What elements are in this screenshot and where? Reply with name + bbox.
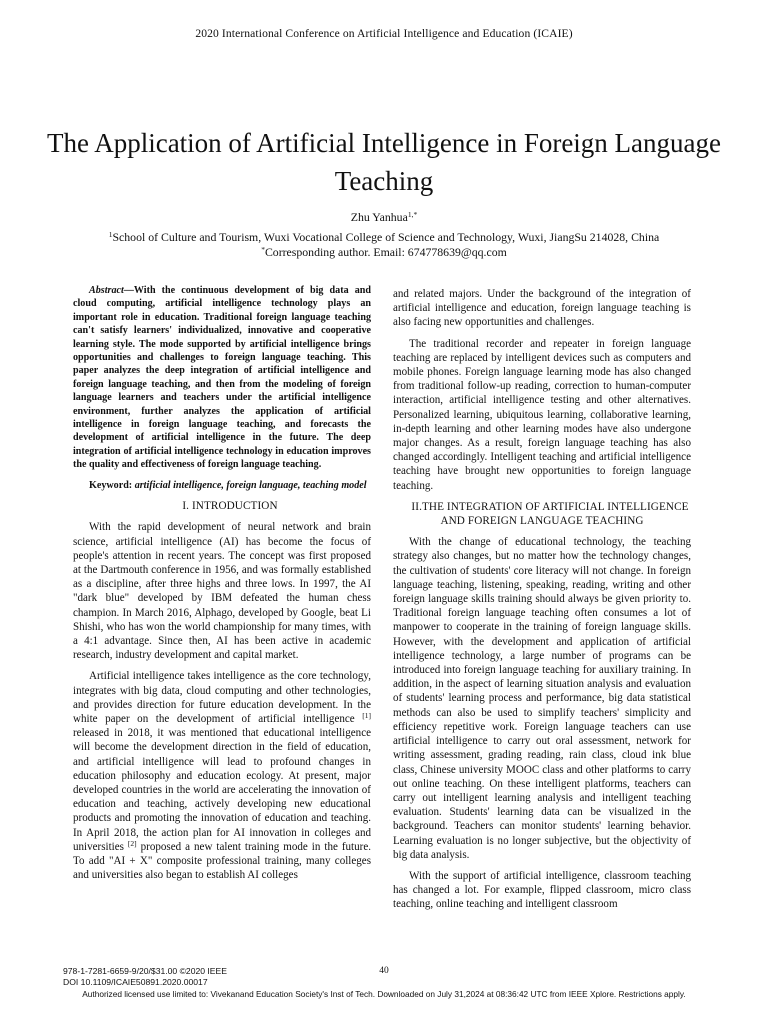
footer-doi: DOI 10.1109/ICAIE50891.2020.00017 [63, 976, 208, 987]
abstract [73, 284, 371, 472]
keywords [73, 479, 371, 492]
license-notice: Authorized licensed use limited to: Vivekanand Education Society's Inst of Tech. Downloaded on July 31,2024 at 08:36:42 UTC from IEEE Xplore. Restrictions apply. [82, 989, 686, 999]
abstract-label: Abstract [89, 285, 124, 296]
keywords-label: Keyword: [89, 479, 133, 491]
intro-paragraph-2-part-c: proposed a new talent training mode in the future. To add "AI + X" composite professional training, many colleges and universities also began to establish AI colleges [73, 840, 371, 882]
affiliation-block [0, 230, 768, 259]
right-paragraph-2: The traditional recorder and repeater in foreign language teaching are replaced by intelligent devices such as computers and mobile phones. Foreign language learning mode has also changed from traditional follow-up reading, correction to human-computer interaction, artificial intelligence testing and other alternatives. Personalized learning, ubiquitous learning, collaborative learning, in-depth learning and other learning modes have also undergone major changes. As a result, foreign language teaching has also changed accordingly. Intelligent teaching and artificial intelligence teaching have brought new opportunities to foreign language teaching. [393, 337, 691, 492]
page-number: 40 [379, 966, 389, 976]
right-paragraph-4: With the support of artificial intelligence, classroom teaching has changed a lot. For example, flipped classroom, micro class teaching, online teaching and intelligent classroom [393, 869, 691, 911]
affiliation-mark: 1 [108, 230, 113, 239]
intro-paragraph-2-part-b: released in 2018, it was mentioned that educational intelligence will become the development direction in the field of education, and artificial intelligence will lead to profound changes in education philosophy and education ecology. At present, major developed countries in the world are accelerating the innovation of education and teaching, actively developing new educational products and promoting the innovation of education and teaching. In April 2018, the action plan for AI innovation in colleges and universities [73, 727, 371, 853]
right-paragraph-3: With the change of educational technology, the teaching strategy also changes, but no matter how the technology changes, the cultivation of students' core literacy will not change. In foreign language teaching, listening, speaking, reading, writing and other foreign language skills training should always be given priority to. Traditional foreign language teaching often consumes a lot of manpower to cooperate in the training of foreign language skills. However, with the development and application of artificial intelligence technology, a large number of programs can be introduced into foreign language teaching for auxiliary training. In addition, in the aspect of learning situation analysis and evaluation of students' learning process and performance, big data statistical methods can also be used to simplify teachers' simplicity and efficiency repetitive work. Foreign language teachers can use artificial intelligence to carry out oral assessment, network for writing assessment, grading reading, rain class, cloud ink blue class, Chinese university MOOC class and other platforms to carry out online teaching. On these intelligent platforms, teachers can carry out intelligent learning analysis and intelligent teaching evaluation. Students' learning data can be visualized in the background. Teachers can monitor students' learning behavior. Learning evaluation is no longer subjective, but the objectivity of big data analysis. [393, 536, 691, 861]
abstract-text: —With the continuous development of big data and cloud computing, artificial intelligence technology plays an important role in education. Traditional foreign language teaching can't satisfy learners' individualized, innovative and cooperative learning style. The mode supported by artificial intelligence brings opportunities and challenges to foreign language teaching. This paper analyzes the deep integration of artificial intelligence and foreign language teaching, and then from the modeling of foreign language learners and teachers under the artificial intelligence environment, further analyzes the application of artificial intelligence in foreign language teaching, and forecasts the development of artificial intelligence in the future. The deep integration of artificial intelligence technology in education improves the quality and effectiveness of foreign language teaching. [73, 285, 371, 471]
author-name: Zhu Yanhua [350, 210, 408, 224]
author-line [0, 210, 768, 225]
right-column [393, 287, 691, 919]
corresponding-line [0, 245, 768, 260]
affiliation-line [0, 230, 768, 245]
citation-2[interactable]: [2] [127, 838, 137, 848]
right-paragraph-1: and related majors. Under the background of the integration of artificial intelligence and education, foreign language teaching is also facing new opportunities and challenges. [393, 288, 691, 329]
intro-paragraph-1: With the rapid development of neural network and brain science, artificial intelligence (AI) has become the focus of people's attention in recent years. The concept was first proposed at the Dartmouth conference in 1956, and was formally established as a discipline, after three highs and three lows. In 1997, the AI "dark blue" developed by IBM defeated the human chess champion. In March 2016, Alphago, developed by Google, beat Li Shishi, who has won the world championship for many times, with a 4:1 advantage. Since then, AI has been active in academic research, industry development and capital market. [73, 521, 371, 662]
intro-paragraph-2 [73, 669, 371, 882]
section-heading-introduction: I. INTRODUCTION [182, 500, 278, 513]
citation-1[interactable]: [1] [362, 710, 371, 720]
section-heading-integration: II.THE INTEGRATION OF ARTIFICIAL INTELLIGENCE AND FOREIGN LANGUAGE TEACHING [411, 500, 689, 528]
footer-identifiers [63, 966, 227, 987]
footer-isbn: 978-1-7281-6659-9/20/$31.00 ©2020 IEEE [63, 966, 228, 976]
left-column [73, 284, 371, 889]
keywords-text: artificial intelligence, foreign language, teaching model [132, 479, 367, 491]
corresponding-mark: * [261, 244, 265, 254]
conference-header: 2020 International Conference on Artificial Intelligence and Education (ICAIE) [195, 27, 573, 40]
author-marks: 1,* [407, 210, 418, 219]
paper-title: The Application of Artificial Intelligence in Foreign Language Teaching [46, 128, 722, 196]
corresponding-text: Corresponding author. Email: 674778639@qq.com [264, 244, 507, 259]
affiliation-text: School of Culture and Tourism, Wuxi Vocational College of Science and Technology, Wuxi, JiangSu 214028, China [112, 230, 660, 244]
intro-paragraph-2-part-a: Artificial intelligence takes intelligence as the core technology, integrates with big data, cloud computing and other technologies, and provides direction for future education development. In the white paper on the development of artificial intelligence [73, 670, 371, 725]
